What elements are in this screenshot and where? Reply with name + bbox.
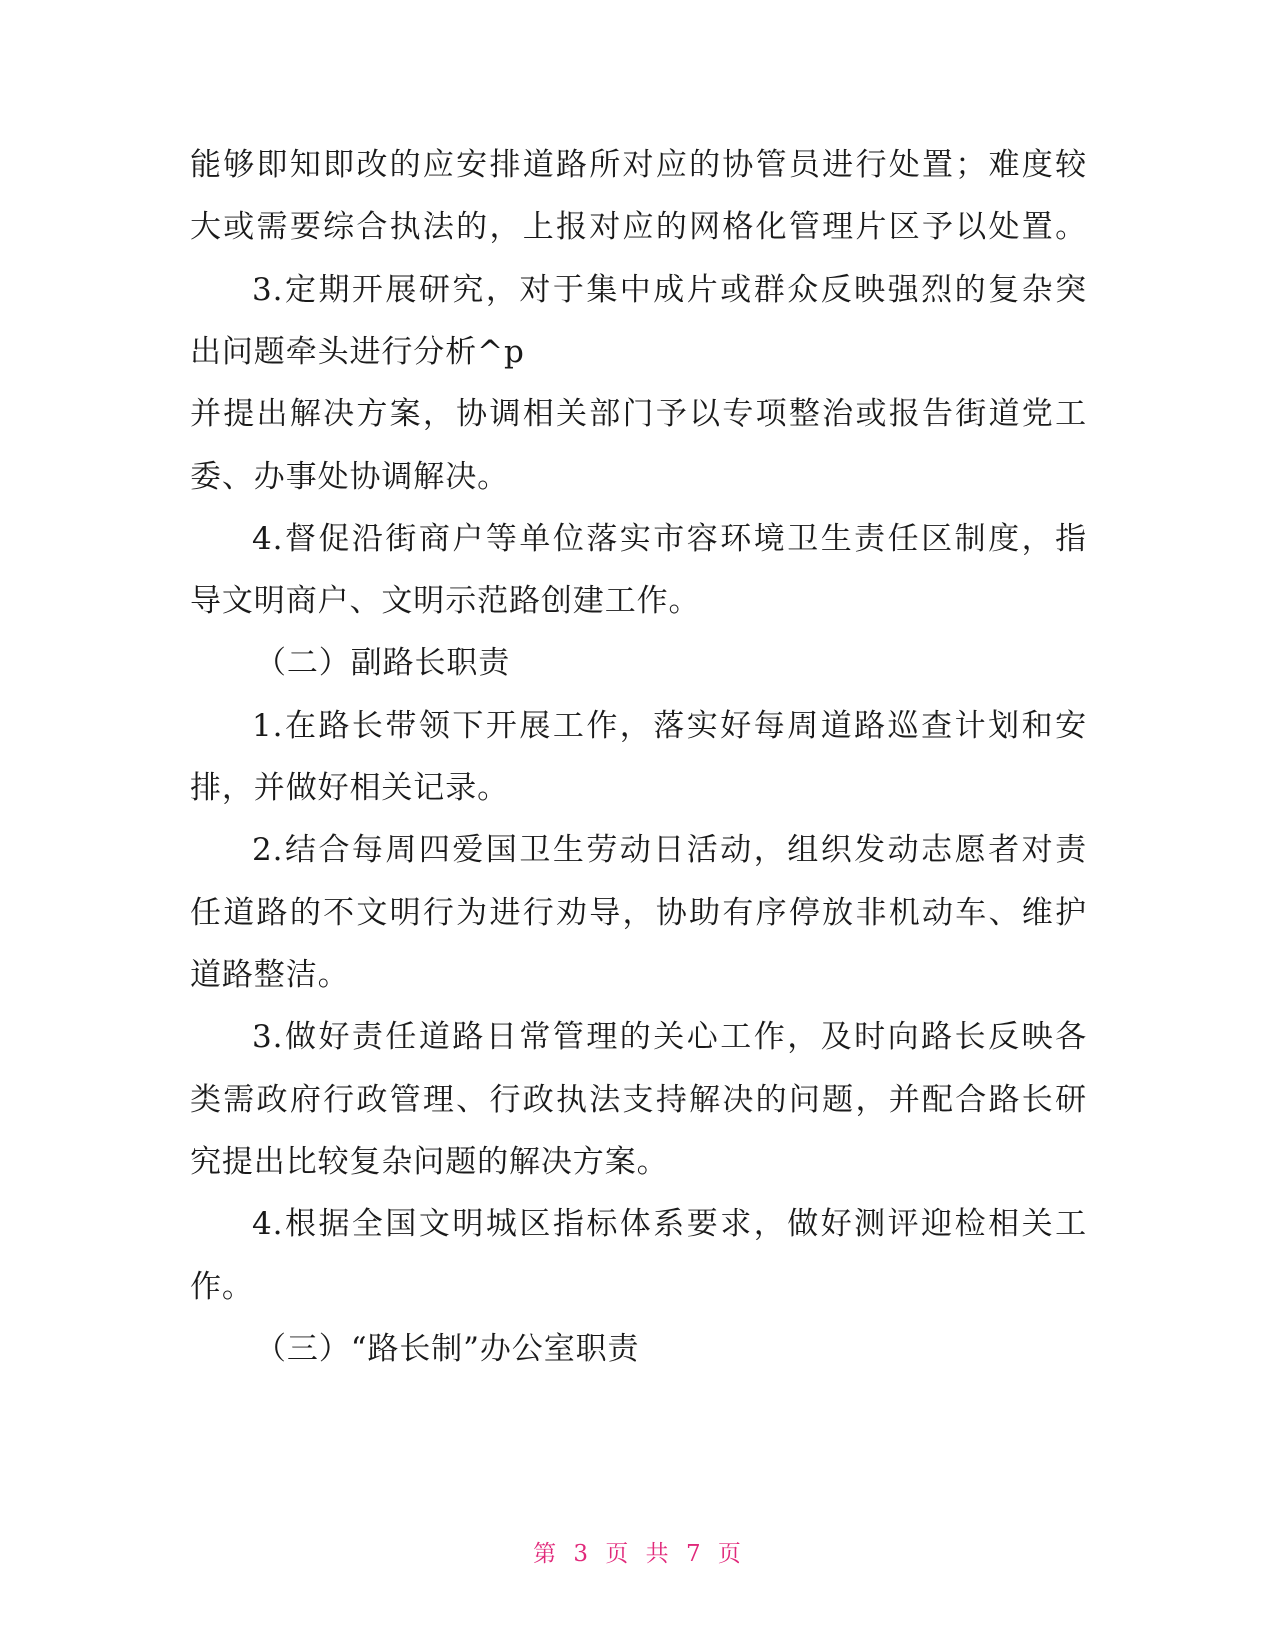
paragraph-line: 导文明商户、文明示范路创建工作。 — [190, 583, 701, 619]
page-number-footer — [0, 1535, 1275, 1568]
section-heading: （二）副路长职责 — [255, 645, 511, 681]
section-heading: （三）“路长制”办公室职责 — [255, 1331, 640, 1367]
paragraph-line: 大或需要综合执法的，上报对应的网格化管理片区予以处置。 — [190, 209, 1087, 245]
footer-label: 页 — [717, 1541, 742, 1567]
paragraph-line: 作。 — [190, 1269, 254, 1305]
footer-label: 页 — [605, 1541, 630, 1567]
paragraph-line: 道路整洁。 — [190, 957, 350, 993]
paragraph-line: 任道路的不文明行为进行劝导，协助有序停放非机动车、维护 — [190, 895, 1087, 931]
current-page-number: 3 — [573, 1541, 590, 1567]
paragraph-line: 排，并做好相关记录。 — [190, 770, 509, 806]
paragraph-line: 出问题牵头进行分析^p — [190, 334, 525, 370]
paragraph-line: 3.定期开展研究，对于集中成片或群众反映强烈的复杂突 — [252, 272, 1087, 308]
paragraph-line: 类需政府行政管理、行政执法支持解决的问题，并配合路长研 — [190, 1082, 1087, 1118]
footer-label: 第 — [533, 1541, 558, 1567]
total-pages-number: 7 — [685, 1541, 702, 1567]
paragraph-line: 3.做好责任道路日常管理的关心工作，及时向路长反映各 — [252, 1019, 1087, 1055]
paragraph-line: 1.在路长带领下开展工作，落实好每周道路巡查计划和安 — [252, 708, 1087, 744]
paragraph-line: 2.结合每周四爱国卫生劳动日活动，组织发动志愿者对责 — [252, 832, 1087, 868]
paragraph-line: 4.根据全国文明城区指标体系要求，做好测评迎检相关工 — [252, 1206, 1087, 1242]
paragraph-line: 委、办事处协调解决。 — [190, 459, 509, 495]
footer-label: 共 — [645, 1541, 670, 1567]
paragraph-line: 能够即知即改的应安排道路所对应的协管员进行处置；难度较 — [190, 147, 1087, 183]
paragraph-line: 并提出解决方案，协调相关部门予以专项整治或报告街道党工 — [190, 396, 1087, 432]
paragraph-line: 4.督促沿街商户等单位落实市容环境卫生责任区制度，指 — [252, 521, 1087, 557]
paragraph-line: 究提出比较复杂问题的解决方案。 — [190, 1144, 669, 1180]
